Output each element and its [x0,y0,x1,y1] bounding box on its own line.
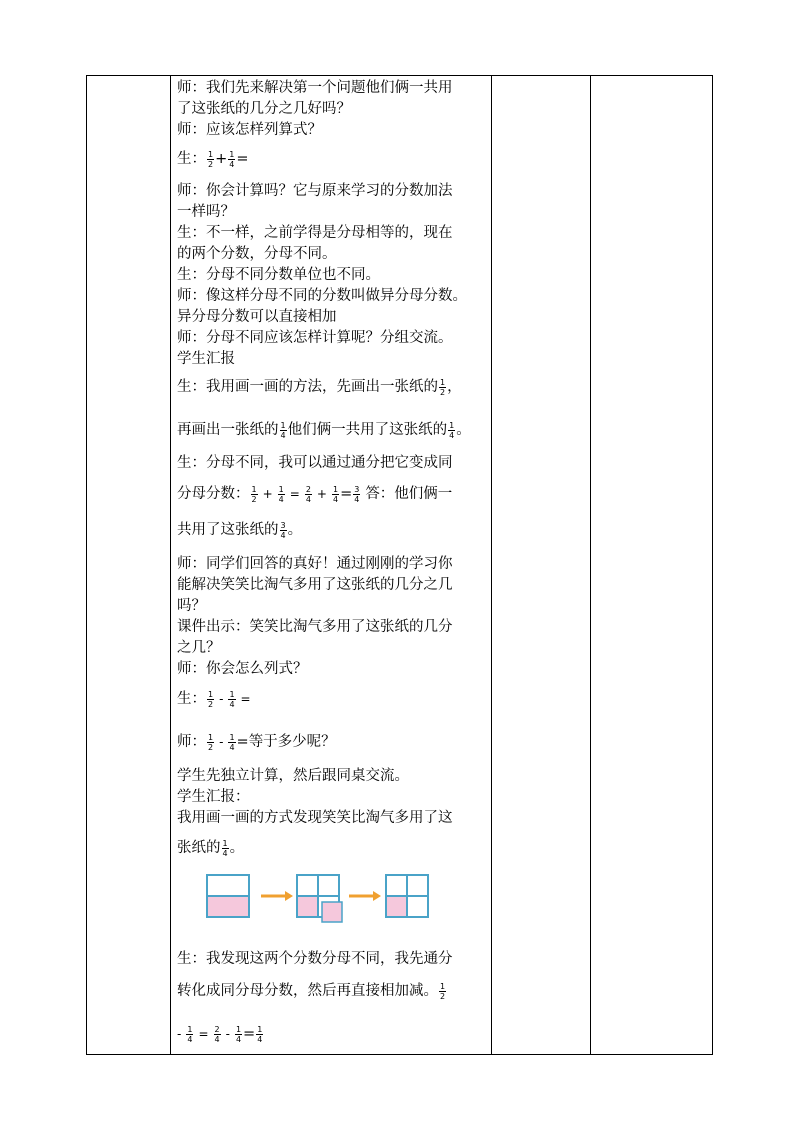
shaded-half [208,896,248,917]
text-line: 生：我用画一画的方法，先画出一张纸的 $\frac{1}{2}$ ， [177,377,462,397]
text-line: 之几？ [177,640,221,656]
fraction: $\frac{1}{4}$ [187,1024,193,1044]
text-line: 我用画一画的方式发现笑笑比淘气多用了这 [177,810,453,826]
text-line: - $\frac{1}{4}$ = $\frac{2}{4}$ - $\frac{1}{4}$ = $\frac{1}{4}$ [177,1024,263,1044]
column-3-cell [492,76,591,1055]
text-line: 张纸的 $\frac{1}{4}$ 。 [177,838,245,858]
text-line: 的两个分数，分母不同。 [177,246,337,262]
fraction: $\frac{1}{2}$ [440,981,446,1001]
lesson-table [86,75,713,1055]
quarters-square-with-piece [297,875,342,922]
text-line: 学生先独立计算，然后跟同桌交流。 [177,768,409,784]
text-line: 了这张纸的几分之几好吗？ [177,101,351,117]
fraction: $\frac{1}{2}$ [208,732,214,752]
fraction: $\frac{1}{4}$ [222,838,228,858]
text-line: 能解决笑笑比淘气多用了这张纸的几分之几 [177,577,453,593]
column-1-cell [87,76,171,1055]
fraction: $\frac{1}{4}$ [278,484,284,504]
text-line: 学生汇报 [177,351,235,367]
text-line: 师：你会计算吗？它与原来学习的分数加法 [177,183,453,199]
fraction: $\frac{1}{4}$ [229,149,235,169]
text-line: 师：同学们回答的真好！通过刚刚的学习你 [177,556,453,572]
text-line: 师：像这样分母不同的分数叫做异分母分数。 [177,288,467,304]
fraction: $\frac{1}{4}$ [280,420,286,440]
text-line: 生：我发现这两个分数分母不同，我先通分 [177,951,453,967]
text-line: 生： $\frac{1}{2}$ - $\frac{1}{4}$ = [177,689,251,709]
text-line: 师：应该怎样列算式？ [177,122,322,138]
fraction: $\frac{1}{2}$ [208,689,214,709]
column-4-cell [591,76,713,1055]
text-line: 师：你会怎么列式？ [177,661,308,677]
text-line: 学生汇报： [177,789,250,805]
text-line: 师： $\frac{1}{2}$ - $\frac{1}{4}$ =等于多少呢？ [177,732,336,752]
text-line: 一样吗？ [177,204,235,220]
fraction: $\frac{1}{2}$ [251,484,257,504]
content-cell [171,76,492,1055]
half-square [207,875,249,917]
fraction: $\frac{1}{2}$ [208,149,214,169]
fraction: $\frac{1}{4}$ [229,732,235,752]
text-line: 生： $\frac{1}{2}$ + $\frac{1}{4}$ = [177,149,249,169]
arrow-head [373,891,381,901]
text-line: 课件出示：笑笑比淘气多用了这张纸的几分 [177,619,453,635]
arrow-head [285,891,293,901]
fraction: $\frac{3}{4}$ [280,520,286,540]
text-line: 共用了这张纸的 $\frac{3}{4}$ 。 [177,520,303,540]
fraction: $\frac{2}{4}$ [305,484,311,504]
text-line: 再画出一张纸的 $\frac{1}{4}$ 他们俩一共用了这张纸的 $\frac{1}{4}$ 。 [177,420,471,440]
arrow-1 [261,891,293,901]
fraction: $\frac{1}{2}$ [440,377,446,397]
text-line: 生：分母不同，我可以通过通分把它变成同 [177,455,453,471]
fraction: $\frac{1}{4}$ [332,484,339,504]
text-line: 师：我们先来解决第一个问题他们俩一共用 [177,80,453,96]
shaded-quarter [298,896,318,917]
text-line: 异分母分数可以直接相加 [177,309,337,325]
lesson-content [171,76,491,1054]
fraction: $\frac{3}{4}$ [354,484,360,504]
fraction: $\frac{1}{4}$ [235,1024,242,1044]
fraction: $\frac{1}{4}$ [449,420,455,440]
fraction: $\frac{1}{4}$ [257,1024,263,1044]
shaded-quarter [387,896,407,917]
text-line: 师：分母不同应该怎样计算呢？分组交流。 [177,330,453,346]
text-line: 转化成同分母分数，然后再直接相加减。 $\frac{1}{2}$ [177,981,446,1001]
text-line: 生：分母不同分数单位也不同。 [177,267,380,283]
quarters-square [386,875,428,917]
text-line: 生：不一样，之前学得是分母相等的，现在 [177,225,453,241]
fraction-diagram [189,874,429,924]
text-line: 吗？ [177,598,206,614]
fraction: $\frac{1}{4}$ [229,689,235,709]
fraction: $\frac{2}{4}$ [214,1024,220,1044]
arrow-2 [349,891,381,901]
shaded-quarter-piece [322,902,342,922]
text-line: 分母分数： $\frac{1}{2}$ + $\frac{1}{4}$ = $\frac{2}{4}$ + $\frac{1}{4}$ = $\frac{3}{4}$ 答：他们俩一 [177,484,453,504]
